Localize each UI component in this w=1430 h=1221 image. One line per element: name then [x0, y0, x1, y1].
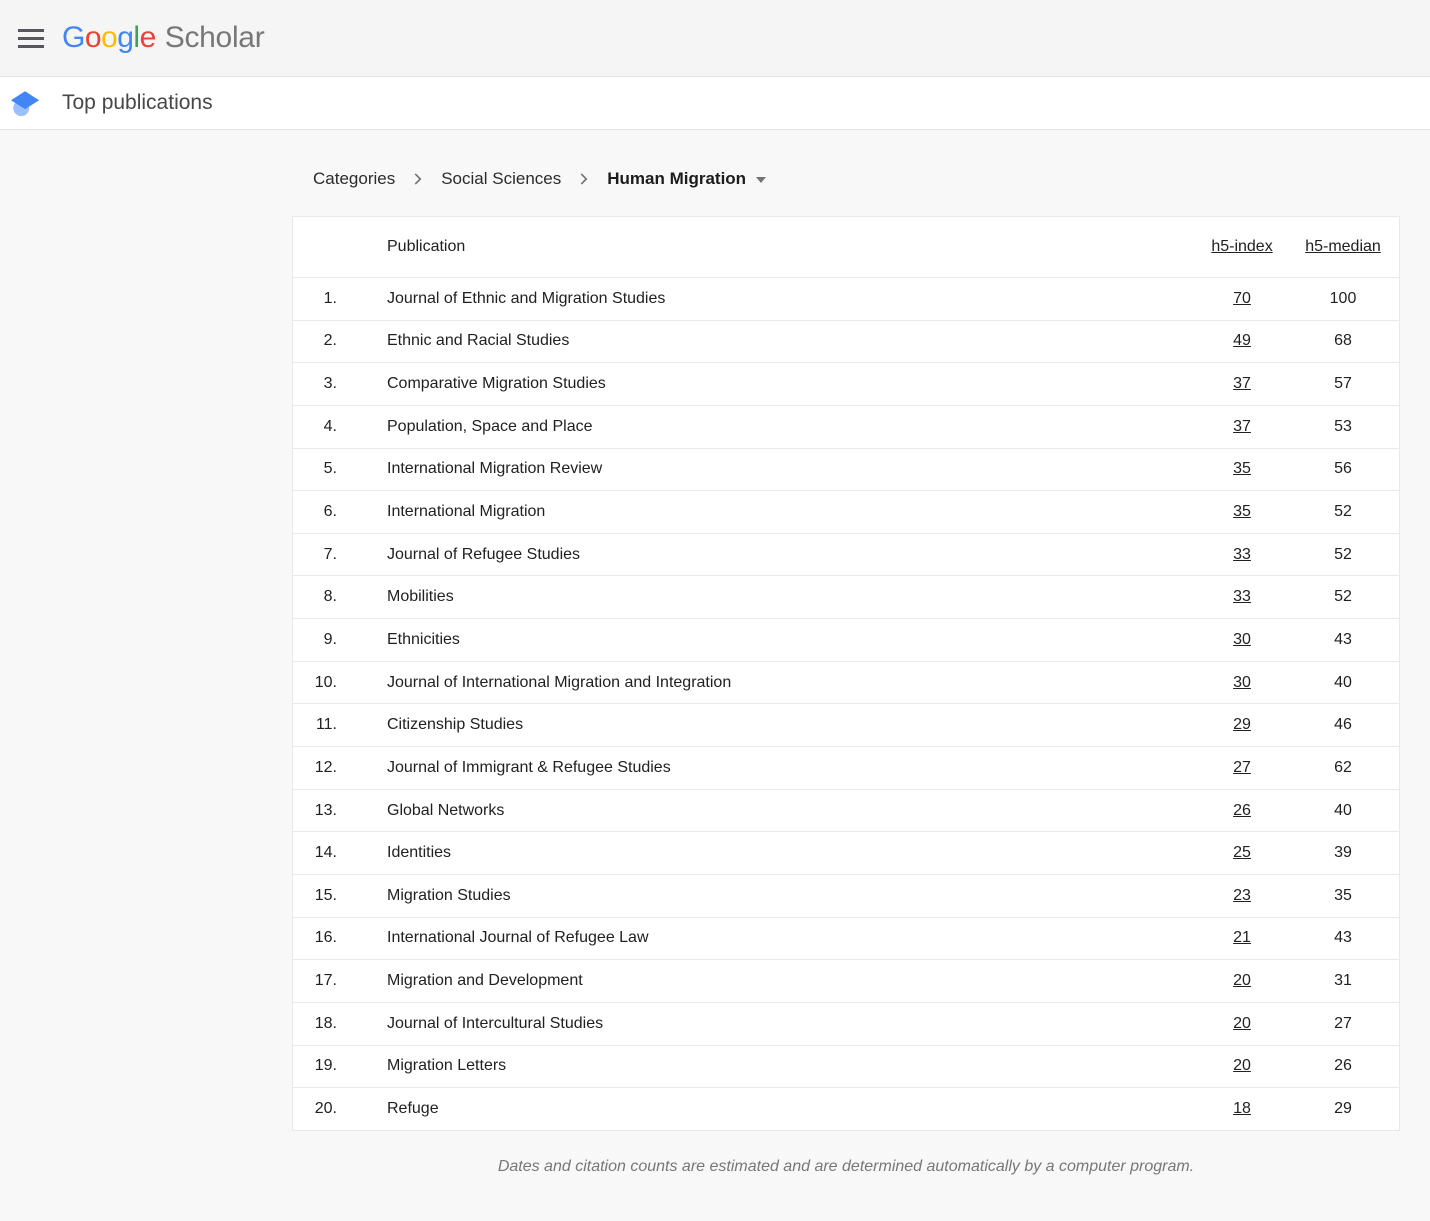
row-rank: 20.: [314, 1099, 337, 1117]
h5-index-link[interactable]: 21: [1233, 929, 1251, 947]
row-rank: 15.: [314, 886, 337, 904]
table-row: [293, 1002, 1399, 1045]
row-publication: Refuge: [387, 1099, 439, 1117]
menu-button[interactable]: [8, 15, 54, 61]
h5-median-value: 40: [1334, 673, 1352, 691]
row-publication: Journal of International Migration and Integration: [387, 673, 732, 691]
row-publication: Journal of Immigrant & Refugee Studies: [387, 758, 671, 776]
table-row: [293, 575, 1399, 618]
column-header-h5-median[interactable]: h5-median: [1305, 238, 1381, 255]
table-row: [293, 277, 1399, 320]
h5-index-link[interactable]: 29: [1233, 716, 1251, 734]
h5-index-link[interactable]: 20: [1233, 1057, 1251, 1075]
h5-median-value: 39: [1334, 844, 1352, 862]
top-header: [0, 0, 1430, 77]
row-rank: 13.: [314, 801, 337, 819]
row-rank: 6.: [323, 503, 337, 521]
table-row: [293, 917, 1399, 960]
row-publication: Population, Space and Place: [387, 417, 593, 435]
table-row: [293, 1045, 1399, 1088]
table-row: [293, 831, 1399, 874]
h5-index-link[interactable]: 37: [1233, 375, 1251, 393]
breadcrumb-categories[interactable]: Categories: [313, 169, 396, 188]
row-publication: Mobilities: [387, 588, 454, 606]
table-row: [293, 703, 1399, 746]
table-row: [293, 874, 1399, 917]
h5-index-link[interactable]: 25: [1233, 844, 1251, 862]
h5-median-value: 43: [1334, 630, 1352, 648]
row-publication: Ethnicities: [387, 630, 460, 648]
breadcrumb-current-label: Human Migration: [607, 169, 747, 188]
row-publication: Journal of Intercultural Studies: [387, 1014, 604, 1032]
row-rank: 1.: [323, 289, 337, 307]
table-row: [293, 320, 1399, 363]
chevron-right-icon: [573, 168, 595, 190]
breadcrumb: [313, 166, 766, 192]
h5-index-link[interactable]: 20: [1233, 1014, 1251, 1032]
google-scholar-logo[interactable]: [62, 23, 264, 53]
table-body: [293, 277, 1399, 1130]
h5-index-link[interactable]: 33: [1233, 588, 1251, 606]
h5-median-value: 52: [1334, 588, 1352, 606]
logo-letter: o: [101, 21, 118, 54]
table-row: [293, 490, 1399, 533]
subheader: [0, 77, 1430, 130]
table-row: [293, 746, 1399, 789]
column-header-publication: Publication: [387, 238, 466, 255]
row-publication: Migration Studies: [387, 886, 511, 904]
h5-index-link[interactable]: 35: [1233, 503, 1251, 521]
row-publication: Migration Letters: [387, 1057, 507, 1075]
chevron-down-icon: [756, 177, 766, 183]
h5-index-link[interactable]: 37: [1233, 417, 1251, 435]
row-rank: 12.: [314, 758, 337, 776]
h5-median-value: 26: [1334, 1057, 1352, 1075]
logo-letter: G: [62, 21, 85, 54]
row-rank: 5.: [323, 460, 337, 478]
h5-index-link[interactable]: 33: [1233, 545, 1251, 563]
row-publication: Journal of Ethnic and Migration Studies: [387, 289, 666, 307]
table-row: [293, 661, 1399, 704]
table-header-row: [293, 217, 1399, 277]
row-rank: 10.: [314, 673, 337, 691]
h5-index-link[interactable]: 18: [1233, 1099, 1251, 1117]
row-rank: 14.: [314, 844, 337, 862]
h5-index-link[interactable]: 30: [1233, 673, 1251, 691]
chevron-right-icon: [407, 168, 429, 190]
row-publication: Journal of Refugee Studies: [387, 545, 581, 563]
table-row: [293, 1087, 1399, 1130]
row-publication: International Migration: [387, 503, 546, 521]
table-row: [293, 448, 1399, 491]
breadcrumb-social-sciences[interactable]: Social Sciences: [441, 169, 562, 188]
scholar-metrics-cap-icon: [10, 88, 40, 118]
publications-table: [292, 216, 1400, 1131]
google-logo-letters: [62, 23, 156, 53]
h5-index-link[interactable]: 70: [1233, 289, 1251, 307]
h5-median-value: 100: [1329, 289, 1357, 307]
breadcrumb-current-dropdown[interactable]: [607, 169, 766, 189]
row-rank: 16.: [314, 929, 337, 947]
column-header-h5-index[interactable]: h5-index: [1211, 238, 1273, 255]
h5-median-value: 57: [1334, 375, 1352, 393]
table-row: [293, 533, 1399, 576]
h5-index-link[interactable]: 26: [1233, 801, 1251, 819]
h5-median-value: 53: [1334, 417, 1352, 435]
logo-letter: l: [133, 21, 140, 54]
scholar-logo-text: Scholar: [164, 21, 265, 54]
row-rank: 2.: [323, 332, 337, 350]
h5-index-link[interactable]: 27: [1233, 758, 1251, 776]
footnote: Dates and citation counts are estimated and are determined automatically by a computer program.: [497, 1158, 1195, 1175]
row-rank: 8.: [323, 588, 337, 606]
row-rank: 3.: [323, 375, 337, 393]
h5-index-link[interactable]: 23: [1233, 886, 1251, 904]
h5-median-value: 62: [1334, 758, 1352, 776]
row-rank: 7.: [323, 545, 337, 563]
row-rank: 11.: [315, 716, 337, 734]
row-rank: 9.: [323, 630, 337, 648]
row-publication: Citizenship Studies: [387, 716, 524, 734]
h5-median-value: 31: [1334, 972, 1352, 990]
row-rank: 19.: [314, 1057, 337, 1075]
h5-index-link[interactable]: 20: [1233, 972, 1251, 990]
row-publication: International Migration Review: [387, 460, 603, 478]
row-publication: Identities: [387, 844, 452, 862]
h5-index-link[interactable]: 30: [1233, 630, 1251, 648]
page-title: Top publications: [62, 91, 213, 114]
row-rank: 18.: [314, 1014, 337, 1032]
row-rank: 17.: [314, 972, 337, 990]
table-row: [293, 618, 1399, 661]
row-publication: Global Networks: [387, 801, 505, 819]
h5-median-value: 56: [1334, 460, 1352, 478]
h5-median-value: 46: [1334, 716, 1352, 734]
row-publication: Comparative Migration Studies: [387, 375, 606, 393]
row-rank: 4.: [323, 417, 337, 435]
hamburger-icon: [18, 29, 44, 48]
h5-median-value: 40: [1334, 801, 1352, 819]
row-publication: Migration and Development: [387, 972, 583, 990]
table-row: [293, 789, 1399, 832]
row-publication: International Journal of Refugee Law: [387, 929, 649, 947]
row-publication: Ethnic and Racial Studies: [387, 332, 570, 350]
logo-letter: e: [139, 21, 156, 54]
h5-index-link[interactable]: 49: [1233, 332, 1251, 350]
h5-median-value: 52: [1334, 545, 1352, 563]
h5-median-value: 29: [1334, 1099, 1352, 1117]
h5-median-value: 52: [1334, 503, 1352, 521]
h5-median-value: 68: [1334, 332, 1352, 350]
h5-median-value: 35: [1334, 886, 1352, 904]
table-row: [293, 405, 1399, 448]
logo-letter: o: [84, 21, 102, 54]
table-row: [293, 362, 1399, 405]
logo-letter: g: [117, 21, 134, 54]
table-row: [293, 959, 1399, 1002]
h5-index-link[interactable]: 35: [1233, 460, 1251, 478]
h5-median-value: 27: [1334, 1014, 1352, 1032]
h5-median-value: 43: [1334, 929, 1352, 947]
